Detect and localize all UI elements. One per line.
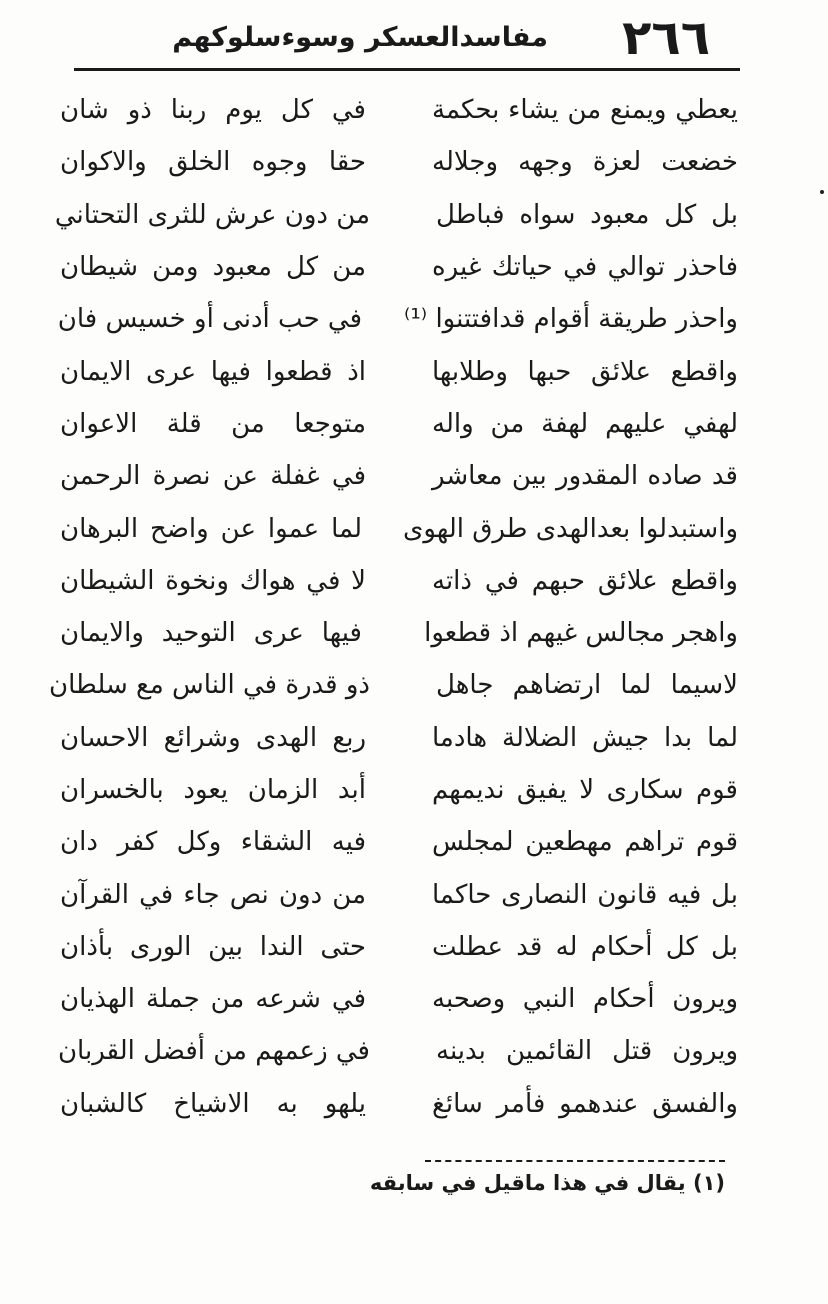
verse-first-hemistich: بل كل أحكام له قد عطلت <box>432 931 738 962</box>
verse-row <box>60 868 750 920</box>
verse-second-hemistich: لا في هواك ونخوة الشيطان <box>60 565 366 596</box>
verse-first-hemistich: قد صاده المقدور بين معاشر <box>432 461 738 492</box>
verse-row <box>60 1078 750 1130</box>
page-number: ٢٦٦ <box>622 10 710 66</box>
verse-row <box>60 816 750 868</box>
verse-second-hemistich: متوجعا من قلة الاعوان <box>60 408 366 439</box>
verse-second-hemistich: من دون نص جاء في القرآن <box>60 879 366 910</box>
verse-first-hemistich: ويرون قتل القائمين بدينه <box>436 1036 738 1067</box>
running-title: مفاسدالعسكر وسوءسلوكهم <box>172 22 548 53</box>
verse-first-hemistich: لهفي عليهم لهفة من واله <box>432 408 738 439</box>
verse-second-hemistich: في حب أدنى أو خسيس فان <box>57 304 362 335</box>
verse-first-hemistich: ويرون أحكام النبي وصحبه <box>432 984 738 1015</box>
verse-row <box>60 241 750 293</box>
verse-first-hemistich: فاحذر توالي في حياتك غيره <box>432 252 738 283</box>
verse-second-hemistich: في شرعه من جملة الهذيان <box>60 984 366 1015</box>
verse-second-hemistich: ذو قدرة في الناس مع سلطان <box>49 670 370 701</box>
verse-second-hemistich: لما عموا عن واضح البرهان <box>60 513 362 544</box>
verse-second-hemistich: أبد الزمان يعود بالخسران <box>60 775 366 805</box>
page-header <box>70 8 738 68</box>
verse-row <box>60 398 750 450</box>
verse-first-hemistich: لما بدا جيش الضلالة هادما <box>432 722 738 753</box>
verse-row <box>60 921 750 973</box>
verse-row <box>60 84 750 136</box>
footnote: (١) يقال في هذا ماقيل في سابقه <box>369 1171 725 1195</box>
header-rule <box>74 68 740 71</box>
verse-second-hemistich: في كل يوم ربنا ذو شان <box>60 95 366 126</box>
verse-row <box>57 1025 750 1077</box>
verse-first-hemistich: بل فيه قانون النصارى حاكما <box>432 879 738 910</box>
verse-second-hemistich: في زعمهم من أفضل القربان <box>57 1036 370 1067</box>
verse-row <box>60 502 750 554</box>
verse-row <box>60 136 750 188</box>
verse-second-hemistich: من دون عرش للثرى التحتاني <box>54 199 370 230</box>
verse-row <box>49 659 750 711</box>
footnote-rule <box>425 1160 725 1162</box>
verse-row <box>60 973 750 1025</box>
verse-table <box>49 84 750 1130</box>
verse-first-hemistich: خضعت لعزة وجهه وجلاله <box>432 147 738 178</box>
verse-row <box>60 450 750 502</box>
verse-second-hemistich: في غفلة عن نصرة الرحمن <box>60 461 366 492</box>
verse-row <box>60 345 750 397</box>
verse-first-hemistich: لاسيما لما ارتضاهم جاهل <box>436 670 738 701</box>
verse-first-hemistich: قوم سكارى لا يفيق نديمهم <box>432 775 738 805</box>
verse-row <box>60 555 750 607</box>
verse-first-hemistich: واقطع علائق حبها وطلابها <box>432 356 738 387</box>
verse-first-hemistich: واقطع علائق حبهم في ذاته <box>432 565 738 596</box>
verse-first-hemistich: قوم تراهم مهطعين لمجلس <box>432 827 738 858</box>
verse-second-hemistich: فيه الشقاء وكل كفر دان <box>60 827 366 858</box>
verse-first-hemistich: واحذر طريقة أقوام قدافتتنوا ⁽¹⁾ <box>403 304 738 335</box>
verse-second-hemistich: يلهو به الاشياخ كالشبان <box>60 1088 366 1119</box>
verse-row <box>54 189 750 241</box>
verse-second-hemistich: من كل معبود ومن شيطان <box>60 252 366 283</box>
verse-first-hemistich: بل كل معبود سواه فباطل <box>436 199 738 230</box>
verse-first-hemistich: واستبدلوا بعدالهدى طرق الهوى <box>403 513 738 544</box>
ink-speck <box>820 190 824 194</box>
verse-first-hemistich: واهجر مجالس غيهم اذ قطعوا <box>424 618 738 649</box>
verse-row <box>60 764 750 816</box>
verse-first-hemistich: يعطي ويمنع من يشاء بحكمة <box>432 95 738 126</box>
verse-second-hemistich: اذ قطعوا فيها عرى الايمان <box>60 356 366 387</box>
verse-first-hemistich: والفسق عندهمو فأمر سائغ <box>432 1088 738 1119</box>
verse-second-hemistich: حقا وجوه الخلق والاكوان <box>60 147 366 178</box>
verse-second-hemistich: فيها عرى التوحيد والايمان <box>60 618 362 649</box>
verse-row <box>60 607 750 659</box>
verse-second-hemistich: حتى الندا بين الورى بأذان <box>60 931 366 962</box>
verse-row <box>57 293 750 345</box>
verse-row <box>60 712 750 764</box>
verse-second-hemistich: ربع الهدى وشرائع الاحسان <box>60 722 366 753</box>
